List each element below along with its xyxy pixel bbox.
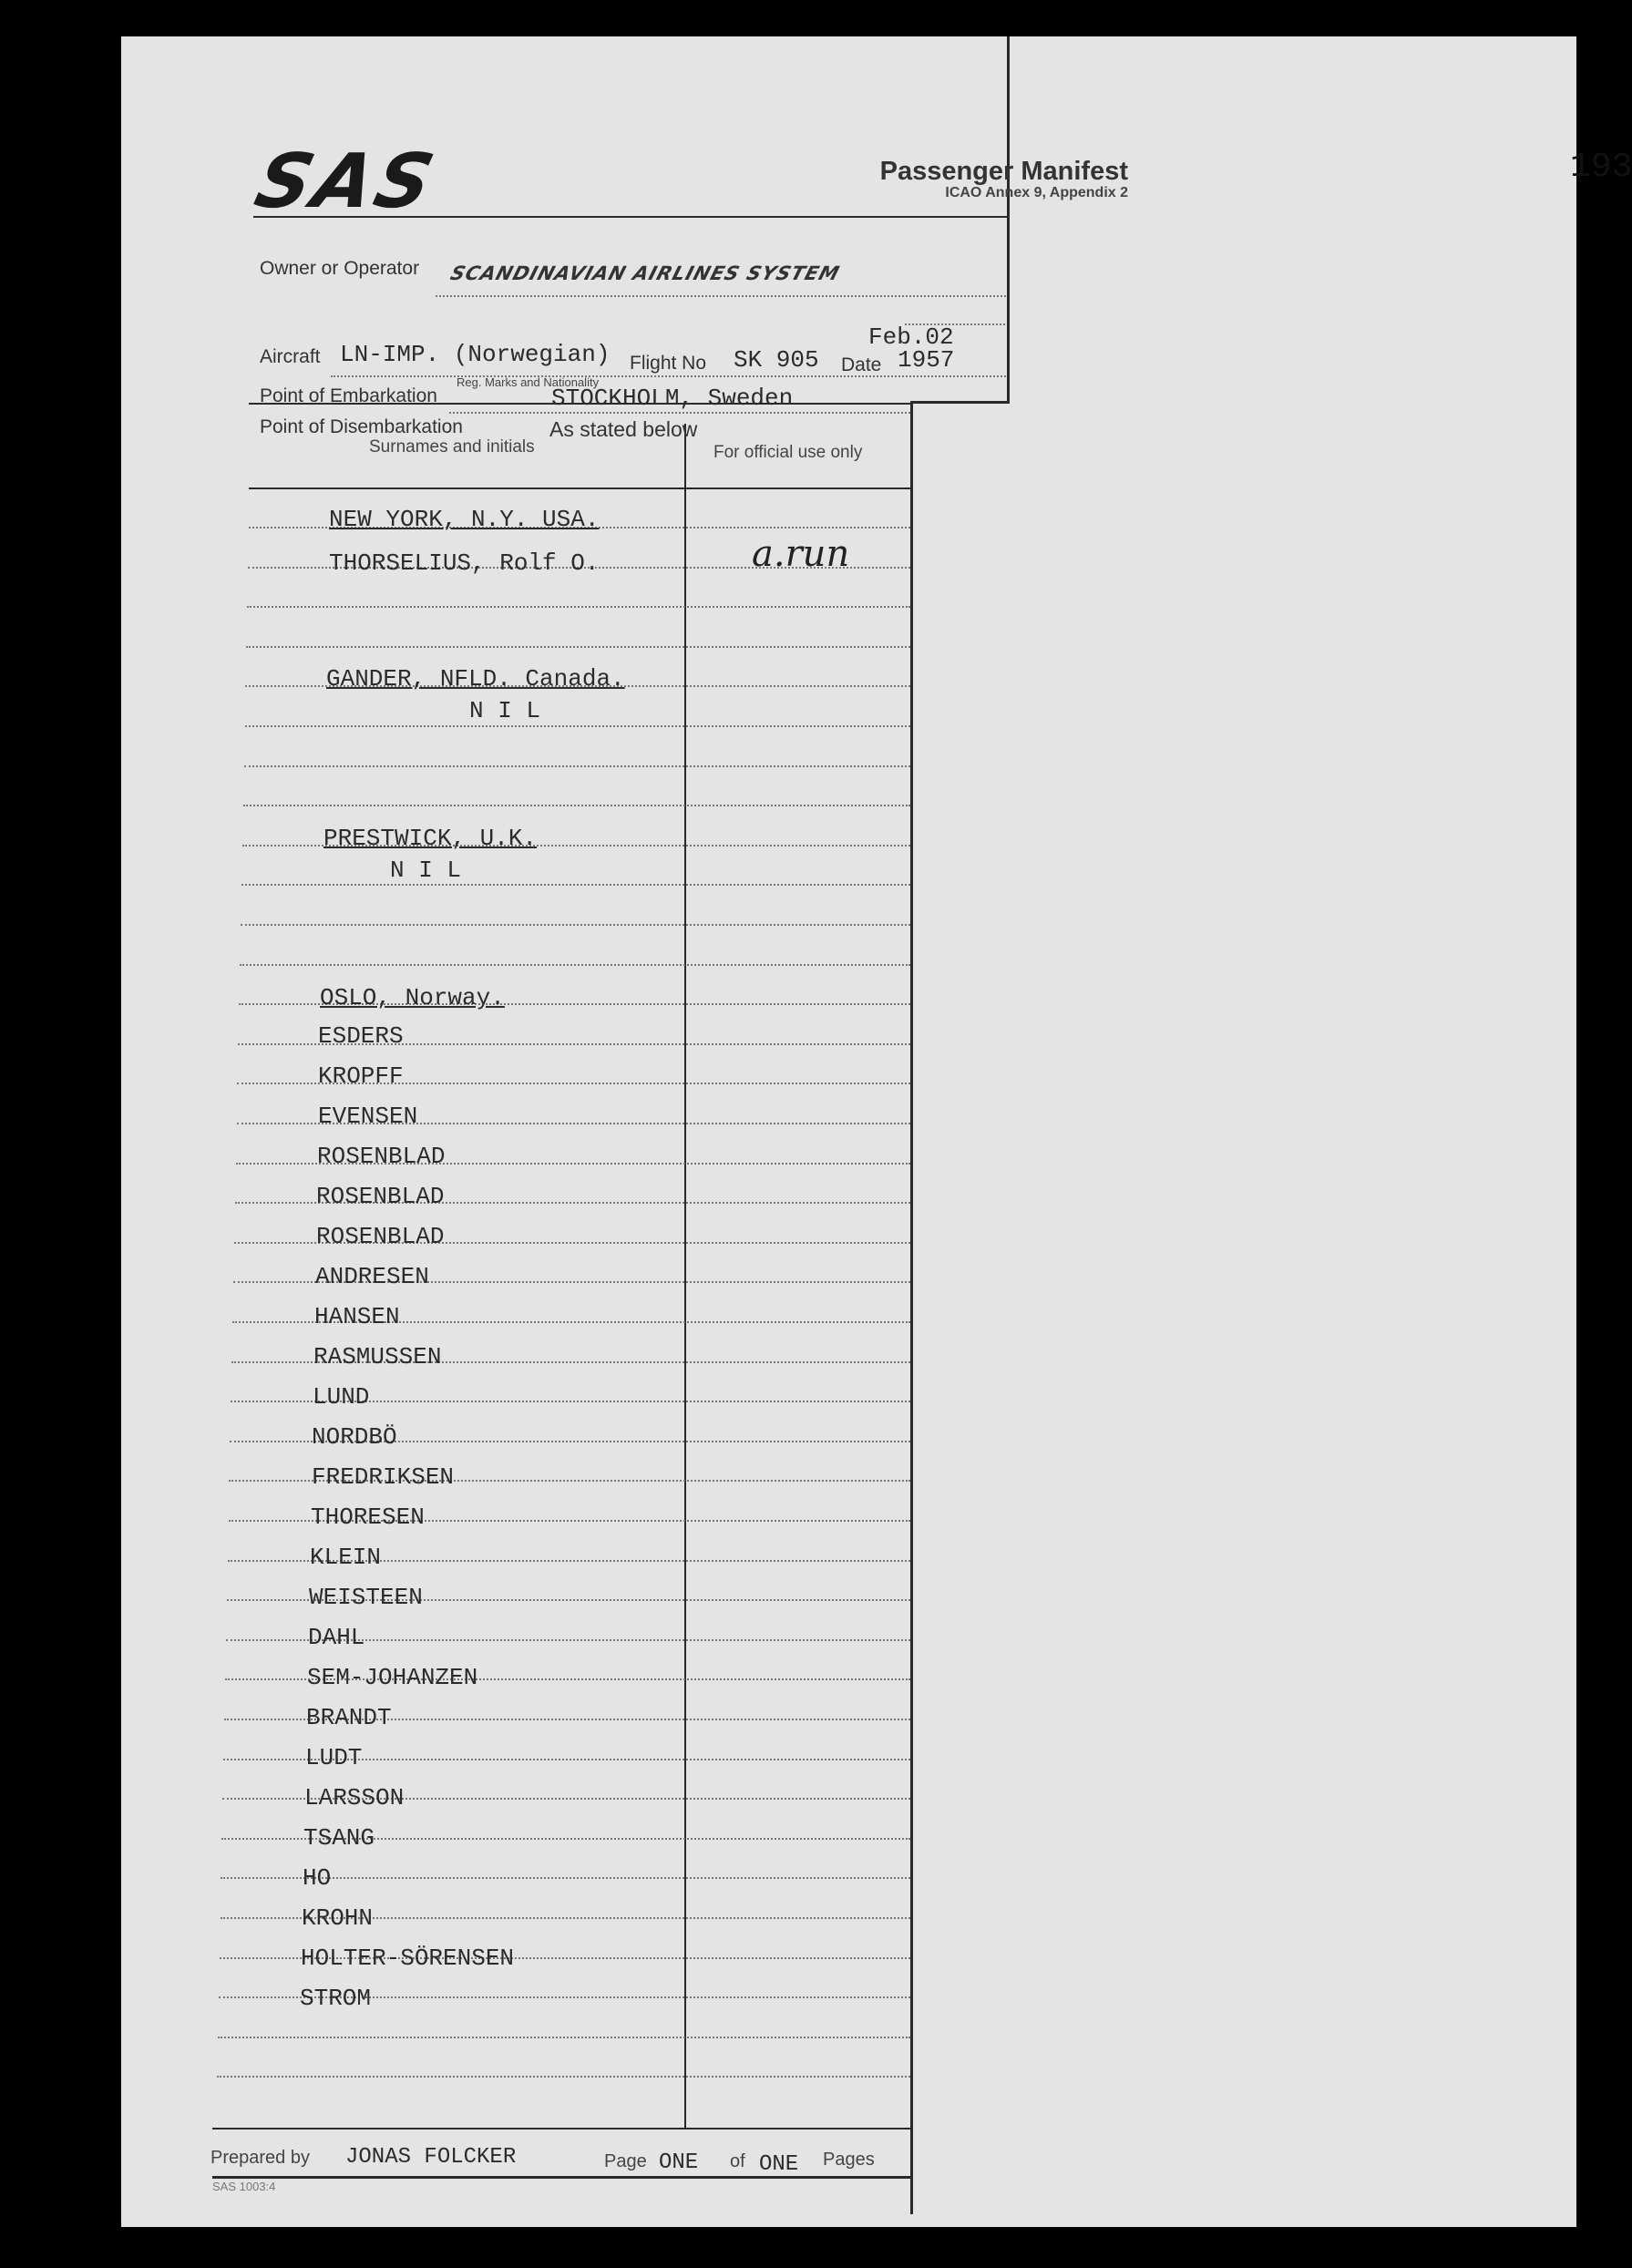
sas-logo: SAS xyxy=(247,139,446,225)
gander-nil: N I L xyxy=(469,697,541,724)
owner-value: SCANDINAVIAN AIRLINES SYSTEM xyxy=(447,262,843,284)
passenger-row: HO xyxy=(303,1864,332,1892)
of-value: ONE xyxy=(759,2152,799,2177)
date-label: Date xyxy=(841,354,882,375)
passenger-row: TSANG xyxy=(303,1824,375,1852)
form-row-line xyxy=(241,924,910,926)
passenger-row: ROSENBLAD xyxy=(317,1143,446,1170)
passenger-row: HANSEN xyxy=(314,1303,400,1330)
passenger-row: FREDRIKSEN xyxy=(312,1463,455,1491)
passenger-row: ROSENBLAD xyxy=(316,1223,445,1250)
column-head-rule xyxy=(249,487,913,489)
form-row-line xyxy=(243,805,910,806)
manifest-form xyxy=(121,36,1576,2227)
form-row-line xyxy=(246,646,910,648)
passenger-row: BRANDT xyxy=(306,1704,392,1731)
aircraft-line xyxy=(331,375,1006,377)
passenger-row: DAHL xyxy=(308,1624,365,1651)
owner-line xyxy=(436,295,1006,297)
passenger-row: NORDBÖ xyxy=(312,1423,397,1451)
passenger-row: KLEIN xyxy=(310,1544,382,1571)
disembark-value: As stated below xyxy=(549,417,698,441)
form-row-line xyxy=(218,2037,910,2038)
destination-prestwick: PRESTWICK, U.K. xyxy=(323,825,538,852)
flight-label: Flight No xyxy=(630,353,707,374)
footer-rule xyxy=(212,2128,913,2129)
form-row-line xyxy=(244,765,910,767)
passenger-row: THORESEN xyxy=(311,1503,425,1531)
passenger-row: LUND xyxy=(313,1383,370,1411)
form-row-line xyxy=(217,2076,910,2078)
official-note: a.run xyxy=(752,533,850,575)
passenger-thorselius: THORSELIUS, Rolf O. xyxy=(329,549,600,577)
of-label: of xyxy=(730,2151,745,2171)
passenger-row: EVENSEN xyxy=(318,1103,418,1130)
embark-value: STOCKHOLM, Sweden xyxy=(551,385,794,412)
reg-note: Reg. Marks and Nationality xyxy=(457,375,600,389)
scanned-page xyxy=(121,36,1632,2227)
owner-label: Owner or Operator xyxy=(260,258,420,279)
prestwick-nil: N I L xyxy=(390,857,462,884)
column-divider xyxy=(684,424,686,2128)
pages-label: Pages xyxy=(823,2150,875,2170)
embark-line xyxy=(449,412,910,414)
form-right-edge-top xyxy=(1007,36,1010,403)
form-step-line xyxy=(910,401,1010,404)
passenger-row: ANDRESEN xyxy=(315,1263,429,1290)
disembark-label: Point of Disembarkation xyxy=(260,416,463,437)
official-column-header: For official use only xyxy=(713,443,863,462)
passenger-row: ESDERS xyxy=(318,1022,404,1050)
form-subtitle: ICAO Annex 9, Appendix 2 xyxy=(945,185,1128,200)
passenger-row: HOLTER-SÖRENSEN xyxy=(301,1945,515,1972)
aircraft-label: Aircraft xyxy=(260,346,321,367)
surname-column-header: Surnames and initials xyxy=(369,437,535,457)
embark-label: Point of Embarkation xyxy=(260,385,437,406)
form-right-edge-bottom xyxy=(910,401,913,2214)
passenger-row: RASMUSSEN xyxy=(313,1343,442,1370)
destination-new-york: NEW YORK, N.Y. USA. xyxy=(329,506,600,533)
form-code: SAS 1003:4 xyxy=(212,2180,276,2193)
flight-value: SK 905 xyxy=(734,346,819,374)
date-value-1: Feb.02 xyxy=(868,323,954,351)
page-value: ONE xyxy=(659,2150,699,2175)
passenger-row: KROHN xyxy=(302,1904,374,1932)
passenger-row: LARSSON xyxy=(304,1784,405,1811)
date-value-2: 1957 xyxy=(898,346,955,374)
passenger-row: LUDT xyxy=(305,1744,363,1771)
destination-oslo: OSLO, Norway. xyxy=(320,984,505,1011)
prepared-by-label: Prepared by xyxy=(210,2148,310,2168)
page-number: 193 xyxy=(1570,148,1632,187)
aircraft-value: LN-IMP. (Norwegian) xyxy=(340,341,611,368)
destination-gander: GANDER, NFLD. Canada. xyxy=(326,665,625,693)
passenger-row: STROM xyxy=(300,1985,372,2012)
page-label: Page xyxy=(604,2151,647,2171)
form-title: Passenger Manifest xyxy=(879,157,1128,186)
form-row-line xyxy=(241,884,910,886)
form-row-line xyxy=(240,964,910,966)
form-row-line xyxy=(247,606,910,608)
form-bottom-edge xyxy=(212,2176,913,2179)
passenger-row: WEISTEEN xyxy=(309,1584,423,1611)
passenger-row: KROPFF xyxy=(318,1062,404,1090)
passenger-row: ROSENBLAD xyxy=(316,1183,445,1210)
prepared-by-value: JONAS FOLCKER xyxy=(345,2145,517,2170)
passenger-row: SEM-JOHANZEN xyxy=(307,1664,478,1691)
form-row-line xyxy=(245,725,910,727)
